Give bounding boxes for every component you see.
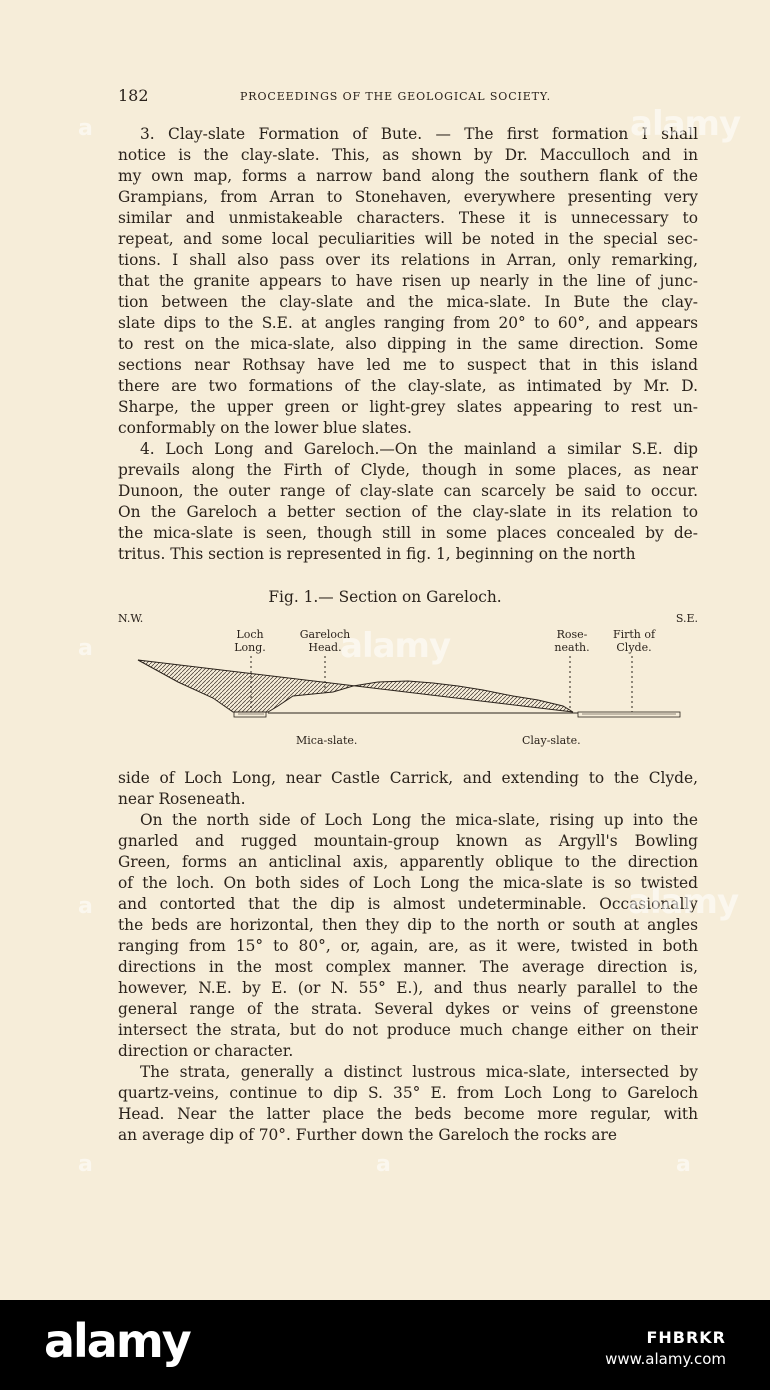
text-line: prevails along the Firth of Clyde, though in some places, as near xyxy=(118,461,698,479)
running-title: PROCEEDINGS OF THE GEOLOGICAL SOCIETY. xyxy=(240,90,552,103)
watermark: alamy xyxy=(630,104,741,144)
watermark: alamy xyxy=(340,626,451,666)
label-gareloch-head: Gareloch Head. xyxy=(299,628,351,654)
text-line: conformably on the lower blue slates. xyxy=(118,419,412,437)
text-line: an average dip of 70°. Further down the Gareloch the rocks are xyxy=(118,1126,618,1144)
label-loch-long: Loch Long. xyxy=(234,628,266,654)
text-line: side of Loch Long, near Castle Carrick, and extending to the Clyde, xyxy=(118,769,698,787)
text-line: On the north side of Loch Long the mica-slate, rising up into the xyxy=(140,811,698,829)
text-line: Green, forms an anticlinal axis, apparently oblique to the direction xyxy=(118,853,698,871)
section-profile xyxy=(118,656,698,766)
text-line: tions. I shall also pass over its relations in Arran, only remarking, xyxy=(118,251,698,269)
label-se: S.E. xyxy=(675,612,698,625)
text-line: directions in the most complex manner. The average direction is, xyxy=(118,958,698,976)
watermark-letter: a xyxy=(376,1152,391,1177)
text-line: On the Gareloch a better section of the clay-slate in its relation to xyxy=(118,503,698,521)
text-line: 3. Clay-slate Formation of Bute. — The first formation I shall xyxy=(140,125,698,143)
watermark: alamy xyxy=(628,882,739,922)
page-header xyxy=(118,86,698,106)
text-line: the beds are horizontal, then they dip to the north or south at angles xyxy=(118,916,698,934)
text-line: tritus. This section is represented in fig. 1, beginning on the north xyxy=(118,545,636,563)
text-line: however, N.E. by E. (or N. 55° E.), and thus nearly parallel to the xyxy=(118,979,698,997)
text-line: slate dips to the S.E. at angles ranging from 20° to 60°, and appears xyxy=(118,314,698,332)
text-line: gnarled and rugged mountain-group known as Argyll's Bowling xyxy=(118,832,698,850)
text-line: repeat, and some local peculiarities will be noted in the special sec- xyxy=(118,230,698,248)
watermark-letter: a xyxy=(78,894,93,919)
text-line: of the loch. On both sides of Loch Long the mica-slate is so twisted xyxy=(118,874,698,892)
text-line: similar and unmistakeable characters. These it is unnecessary to xyxy=(118,209,698,227)
text-line: that the granite appears to have risen up nearly in the line of junc- xyxy=(118,272,698,290)
text-line: Sharpe, the upper green or light-grey slates appearing to rest un- xyxy=(118,398,698,416)
text-line: 4. Loch Long and Gareloch.—On the mainland a similar S.E. dip xyxy=(140,440,698,458)
text-line: sections near Rothsay have led me to suspect that in this island xyxy=(118,356,698,374)
text-line: to rest on the mica-slate, also dipping in the same direction. Some xyxy=(118,335,698,353)
text-line: intersect the strata, but do not produce much change either on their xyxy=(118,1021,698,1039)
text-line: Grampians, from Arran to Stonehaven, everywhere presenting very xyxy=(118,188,698,206)
text-line: tion between the clay-slate and the mica-slate. In Bute the clay- xyxy=(118,293,698,311)
text-line: the mica-slate is seen, though still in some places concealed by de- xyxy=(118,524,698,542)
label-nw: N.W. xyxy=(118,612,144,625)
figure-caption: Fig. 1.— Section on Gareloch. xyxy=(268,588,502,606)
text-line: ranging from 15° to 80°, or, again, are, as it were, twisted in both xyxy=(118,937,698,955)
body-text-upper xyxy=(118,124,698,565)
alamy-logo: alamy xyxy=(44,1314,190,1368)
text-line: quartz-veins, continue to dip S. 35° E. from Loch Long to Gareloch xyxy=(118,1084,698,1102)
text-line: and contorted that the dip is almost undeterminable. Occasionally xyxy=(118,895,698,913)
text-line: Head. Near the latter place the beds become more regular, with xyxy=(118,1105,698,1123)
site-url: www.alamy.com xyxy=(605,1350,726,1368)
label-clay-slate: Clay-slate. xyxy=(522,734,581,747)
watermark-letter: a xyxy=(676,1152,691,1177)
watermark-letter: a xyxy=(78,636,93,661)
label-mica-slate: Mica-slate. xyxy=(296,734,358,747)
text-line: my own map, forms a narrow band along the southern flank of the xyxy=(118,167,698,185)
image-code: FHBRKR xyxy=(646,1328,726,1347)
watermark-letter: a xyxy=(78,116,93,141)
text-line: The strata, generally a distinct lustrous mica-slate, intersected by xyxy=(140,1063,698,1081)
text-line: notice is the clay-slate. This, as shown by Dr. Macculloch and in xyxy=(118,146,698,164)
text-line: Dunoon, the outer range of clay-slate can scarcely be said to occur. xyxy=(118,482,698,500)
text-line: direction or character. xyxy=(118,1042,294,1060)
label-firth-of-clyde: Firth of Clyde. xyxy=(612,628,656,654)
watermark-letter: a xyxy=(78,1152,93,1177)
text-line: near Roseneath. xyxy=(118,790,246,808)
page-number: 182 xyxy=(118,86,149,105)
text-line: there are two formations of the clay-slate, as intimated by Mr. D. xyxy=(118,377,698,395)
text-line: general range of the strata. Several dykes or veins of greenstone xyxy=(118,1000,698,1018)
stock-footer-bar xyxy=(0,1300,770,1390)
mica-slate-mass xyxy=(138,660,573,712)
body-text-lower xyxy=(118,768,698,1146)
label-roseneath: Rose- neath. xyxy=(554,628,590,654)
